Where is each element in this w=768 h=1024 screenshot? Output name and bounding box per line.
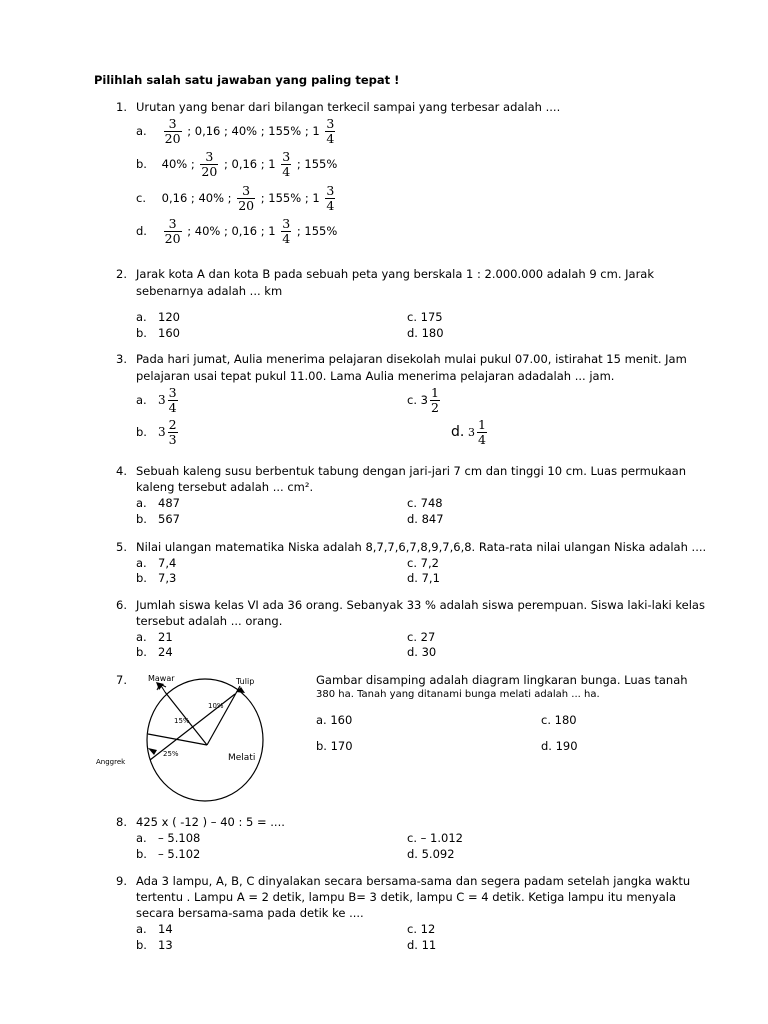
q6-option-a[interactable]: a. 21 [136, 630, 173, 644]
label-25-percent: 25% [163, 750, 179, 758]
q5-text: Nilai ulangan matematika Niska adalah 8,7,7,6,7,8,9,7,6,8. Rata-rata nilai ulangan Niska adalah .... [136, 540, 707, 554]
q4-option-d[interactable]: d. 847 [407, 512, 444, 526]
q6-number: 6. [116, 598, 127, 612]
label-mawar: Mawar [148, 674, 175, 683]
q2-option-b[interactable]: b. 160 [136, 326, 180, 340]
q4-number: 4. [116, 464, 127, 478]
instruction: Pilihlah salah satu jawaban yang paling tepat ! [94, 73, 400, 87]
q9-text-line3: secara bersama-sama pada detik ke .... [136, 906, 364, 920]
q9-text-line1: Ada 3 lampu, A, B, C dinyalakan secara bersama-sama dan segera padam setelah jangka waktu [136, 874, 691, 888]
fraction: $\frac{3}{4}$ [282, 216, 291, 246]
fraction: $\frac{3}{20}$ [201, 149, 218, 179]
q1-option-d[interactable]: d. $\frac{3}{20}$ ; 40% ; 0,16 ; 1 $\frac{3}{4}$ ; 155% [136, 216, 338, 246]
pie-circle [147, 679, 263, 801]
q4-option-a[interactable]: a. 487 [136, 496, 180, 510]
q6-option-b[interactable]: b. 24 [136, 645, 173, 659]
label-10-percent: 10% [208, 702, 224, 710]
fraction: $\frac{3}{20}$ [164, 216, 181, 246]
q2-text-line1: Jarak kota A dan kota B pada sebuah peta yang berskala 1 : 2.000.000 adalah 9 cm. Jarak [136, 267, 655, 281]
q7-option-c[interactable]: c. 180 [541, 713, 577, 727]
q2-option-a[interactable]: a. 120 [136, 310, 180, 324]
q9-option-c[interactable]: c. 12 [407, 922, 436, 936]
q3-option-d[interactable]: d. 3 $\frac{1}{4}$ [451, 417, 486, 447]
q3-option-b[interactable]: b. 3 $\frac{2}{3}$ [136, 417, 177, 447]
q1-number: 1. [116, 100, 127, 114]
q4-option-b[interactable]: b. 567 [136, 512, 180, 526]
q6-text-line1: Jumlah siswa kelas VI ada 36 orang. Sebanyak 33 % adalah siswa perempuan. Siswa laki-laki kelas [136, 598, 705, 612]
q4-text-line2: kaleng tersebut adalah ... cm². [136, 480, 314, 494]
fraction: $\frac{3}{4}$ [326, 183, 335, 213]
q9-text-line2: tertentu . Lampu A = 2 detik, lampu B= 3 detik, lampu C = 4 detik. Ketiga lampu itu menyala [136, 890, 677, 904]
q8-text: 425 x ( -12 ) – 40 : 5 = .... [136, 815, 285, 829]
q2-option-d[interactable]: d. 180 [407, 326, 444, 340]
label-tulip: Tulip [236, 677, 255, 686]
fraction: $\frac{3}{4}$ [282, 149, 291, 179]
q7-number: 7. [116, 673, 127, 687]
q5-option-d[interactable]: d. 7,1 [407, 571, 440, 585]
q2-text-line2: sebenarnya adalah ... km [136, 284, 283, 298]
q8-number: 8. [116, 815, 127, 829]
q7-text-line2: 380 ha. Tanah yang ditanami bunga melati adalah ... ha. [316, 689, 600, 700]
q3-option-c[interactable]: c. 3 $\frac{1}{2}$ [407, 385, 439, 415]
q4-option-c[interactable]: c. 748 [407, 496, 443, 510]
q3-option-a[interactable]: a. 3 $\frac{3}{4}$ [136, 385, 177, 415]
q9-option-a[interactable]: a. 14 [136, 922, 173, 936]
fraction: $\frac{3}{4}$ [326, 116, 335, 146]
q5-option-c[interactable]: c. 7,2 [407, 556, 439, 570]
q3-number: 3. [116, 352, 127, 366]
q7-option-a[interactable]: a. 160 [316, 713, 353, 727]
q7-option-d[interactable]: d. 190 [541, 739, 578, 753]
q8-option-d[interactable]: d. 5.092 [407, 847, 455, 861]
q9-option-b[interactable]: b. 13 [136, 938, 173, 952]
q7-text-line1: Gambar disamping adalah diagram lingkaran bunga. Luas tanah [316, 673, 688, 687]
q1-option-b[interactable]: b. 40% ; $\frac{3}{20}$ ; 0,16 ; 1 $\frac{3}{4}$ ; 155% [136, 149, 338, 179]
q6-option-d[interactable]: d. 30 [407, 645, 437, 659]
fraction: $\frac{3}{20}$ [238, 183, 255, 213]
q2-option-c[interactable]: c. 175 [407, 310, 443, 324]
q9-number: 9. [116, 874, 127, 888]
q5-option-a[interactable]: a. 7,4 [136, 556, 177, 570]
label-anggrek: Anggrek [96, 758, 126, 766]
q5-option-b[interactable]: b. 7,3 [136, 571, 177, 585]
q4-text-line1: Sebuah kaleng susu berbentuk tabung dengan jari-jari 7 cm dan tinggi 10 cm. Luas permukaan [136, 464, 686, 478]
q5-number: 5. [116, 540, 127, 554]
q8-option-b[interactable]: b. – 5.102 [136, 847, 201, 861]
q1-option-c[interactable]: c. 0,16 ; 40% ; $\frac{3}{20}$ ; 155% ; 1 $\frac{3}{4}$ [136, 183, 335, 213]
label-melati: Melati [228, 753, 256, 763]
q2-number: 2. [116, 267, 127, 281]
q7-option-b[interactable]: b. 170 [316, 739, 353, 753]
q1-option-a[interactable]: a. $\frac{3}{20}$ ; 0,16 ; 40% ; 155% ; 1 $\frac{3}{4}$ [136, 116, 335, 146]
q3-text-line1: Pada hari jumat, Aulia menerima pelajaran disekolah mulai pukul 07.00, istirahat 15 menit. Jam [136, 352, 687, 366]
q8-option-a[interactable]: a. – 5.108 [136, 831, 201, 845]
q3-text-line2: pelajaran usai tepat pukul 11.00. Lama Aulia menerima pelajaran adadalah ... jam. [136, 369, 615, 383]
fraction: $\frac{3}{20}$ [164, 116, 181, 146]
q6-text-line2: tersebut adalah ... orang. [136, 614, 283, 628]
label-15-percent: 15% [174, 717, 190, 725]
q9-option-d[interactable]: d. 11 [407, 938, 437, 952]
pie-diagram [90, 670, 310, 810]
q1-text: Urutan yang benar dari bilangan terkecil sampai yang terbesar adalah .... [136, 100, 561, 114]
q8-option-c[interactable]: c. – 1.012 [407, 831, 463, 845]
q6-option-c[interactable]: c. 27 [407, 630, 436, 644]
